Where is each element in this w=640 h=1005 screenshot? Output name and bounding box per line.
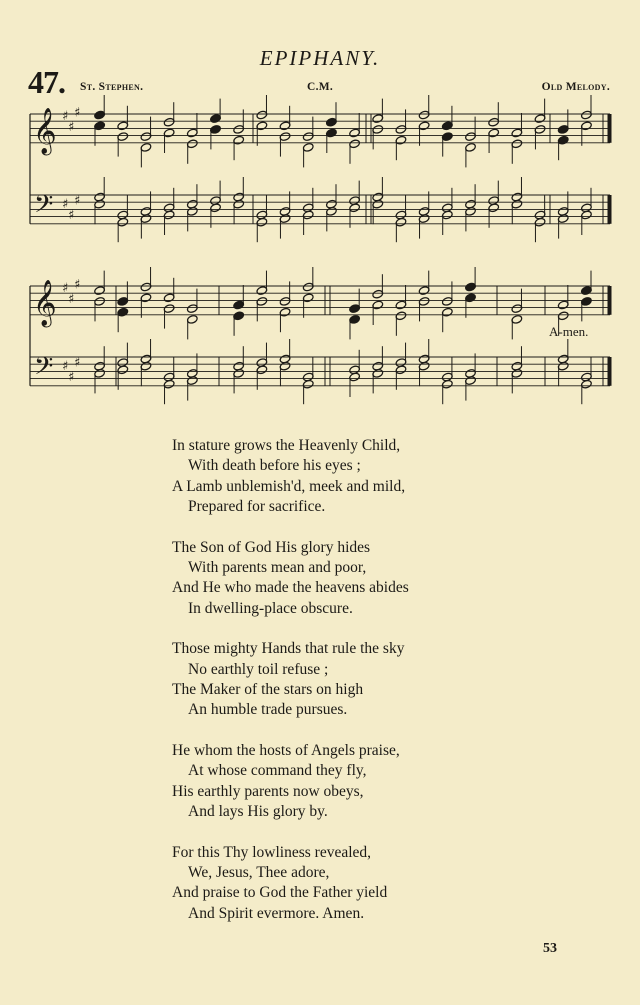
verse-line: He whom the hosts of Angels praise, bbox=[172, 741, 400, 759]
verse-line: With parents mean and poor, bbox=[188, 559, 367, 577]
bass-clef-icon: 𝄢 bbox=[34, 352, 54, 387]
verse-line: And praise to God the Father yield bbox=[172, 884, 388, 902]
sharp-icon: ♯ bbox=[62, 197, 69, 213]
stanza-3 bbox=[172, 639, 592, 721]
hymn-number: 47. bbox=[28, 64, 65, 100]
sharp-icon: ♯ bbox=[74, 355, 81, 371]
stanza-2 bbox=[172, 538, 592, 620]
stanza-5 bbox=[172, 843, 592, 925]
sharp-icon: ♯ bbox=[68, 370, 75, 385]
verse-line: In stature grows the Heavenly Child, bbox=[172, 437, 401, 454]
sharp-icon: ♯ bbox=[74, 277, 81, 293]
verse-line: For this Thy lowliness revealed, bbox=[172, 843, 372, 861]
verse-line: An humble trade pursues. bbox=[188, 701, 348, 719]
sharp-icon: ♯ bbox=[68, 119, 75, 135]
tune-name: St. Stephen. bbox=[80, 81, 144, 93]
verse-line: Prepared for sacrifice. bbox=[188, 498, 326, 516]
verse-line: And He who made the heavens abides bbox=[172, 579, 409, 597]
section-title: EPIPHANY. bbox=[259, 46, 381, 70]
verse-line: Those mighty Hands that rule the sky bbox=[172, 640, 405, 658]
verse-line: A Lamb unblemish'd, meek and mild, bbox=[172, 477, 406, 495]
sharp-icon: ♯ bbox=[68, 208, 75, 223]
verse-line: We, Jesus, Thee adore, bbox=[188, 863, 330, 881]
meter: C.M. bbox=[307, 81, 334, 93]
sharp-icon: ♯ bbox=[68, 291, 75, 307]
verse-line: The Maker of the stars on high bbox=[172, 681, 364, 699]
verse-line: And Spirit evermore. Amen. bbox=[188, 904, 365, 922]
verse-line: The Son of God His glory hides bbox=[172, 538, 371, 556]
verse-line: No earthly toil refuse ; bbox=[188, 660, 329, 678]
verse-text bbox=[172, 436, 592, 944]
sharp-icon: ♯ bbox=[62, 359, 69, 375]
verse-line: At whose command they fly, bbox=[188, 762, 367, 780]
verse-line: His earthly parents now obeys, bbox=[172, 782, 364, 800]
sharp-icon: ♯ bbox=[74, 193, 81, 209]
music-score bbox=[0, 0, 640, 420]
verse-line: And lays His glory by. bbox=[188, 803, 328, 821]
treble-clef-icon: 𝄞 bbox=[33, 108, 57, 154]
verse-line: With death before his eyes ; bbox=[188, 457, 361, 475]
sharp-icon: ♯ bbox=[62, 281, 69, 296]
amen-label: A-men. bbox=[549, 324, 589, 339]
sharp-icon: ♯ bbox=[62, 109, 69, 124]
page-number: 53 bbox=[543, 941, 557, 956]
tune-source: Old Melody. bbox=[541, 81, 610, 93]
sharp-icon: ♯ bbox=[74, 105, 81, 121]
stanza-4 bbox=[172, 741, 592, 823]
bass-clef-icon: 𝄢 bbox=[34, 190, 54, 225]
verse-line: In dwelling-place obscure. bbox=[188, 599, 353, 617]
treble-clef-icon: 𝄞 bbox=[33, 280, 57, 326]
stanza-1 bbox=[172, 436, 592, 518]
